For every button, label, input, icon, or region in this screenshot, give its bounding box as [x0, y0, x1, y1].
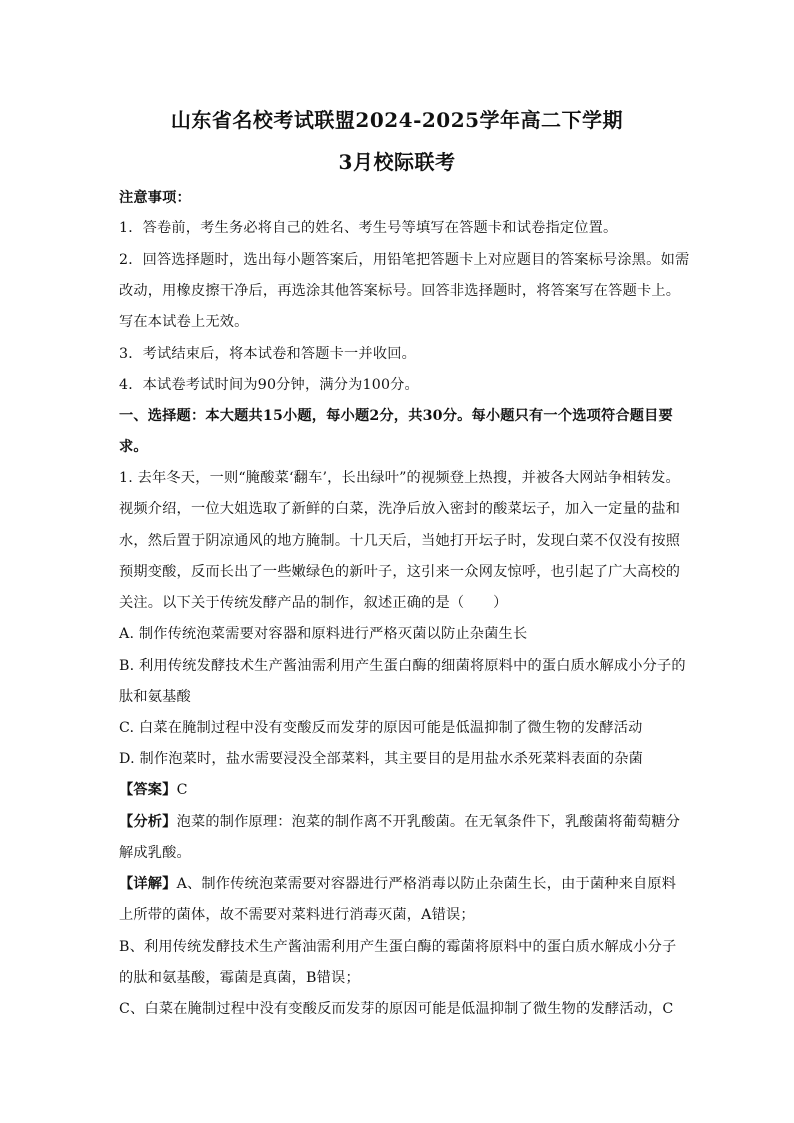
analysis-line-1 — [119, 811, 679, 831]
note-2-line-3: 写在本试卷上无效。 — [119, 314, 249, 330]
option-b-line-1: B. 利用传统发酵技术生产酱油需利用产生蛋白酶的细菌将原料中的蛋白质水解成小分子的 — [119, 658, 686, 674]
title-line-2: 3月校际联考 — [338, 150, 456, 174]
title-line-1: 山东省名校考试联盟2024-2025学年高二下学期 — [170, 108, 624, 132]
detail-line-2: 上所带的菌体，故不需要对菜料进行消毒灭菌，A错误； — [119, 907, 475, 923]
detail-line-1 — [119, 873, 679, 893]
question-1-line-2: 视频介绍，一位大姐选取了新鲜的白菜，洗净后放入密封的酸菜坛子，加入一定量的盐和 — [119, 501, 681, 517]
detail-tag: 【详解】 — [119, 876, 177, 892]
question-1-line-5: 关注。以下关于传统发酵产品的制作，叙述正确的是（ ） — [119, 595, 508, 611]
answer-row — [119, 779, 679, 799]
analysis-tag: 【分析】 — [119, 814, 177, 830]
question-1-line-4: 预期变酸，反而长出了一些嫩绿色的新叶子，这引来一众网友惊呼，也引起了广大高校的 — [119, 564, 681, 580]
question-1-line-3: 水，然后置于阴凉通风的地方腌制。十几天后，当她打开坛子时，发现白菜不仅没有按照 — [119, 533, 681, 549]
notes-heading: 注意事项： — [119, 190, 191, 206]
note-3: 3．考试结束后，将本试卷和答题卡一并收回。 — [119, 346, 416, 362]
question-1-line-1: 1. 去年冬天，一则“腌酸菜‘翻车’，长出绿叶”的视频登上热搜，并被各大网站争相转发。 — [119, 470, 680, 486]
option-d: D. 制作泡菜时，盐水需要浸没全部菜料，其主要目的是用盐水杀死菜料表面的杂菌 — [119, 751, 644, 767]
note-2-line-1: 2．回答选择题时，选出每小题答案后，用铅笔把答题卡上对应题目的答案标号涂黑。如需 — [119, 252, 690, 268]
answer-tag: 【答案】 — [119, 782, 177, 798]
section-heading-line-1: 一、选择题：本大题共15小题，每小题2分，共30分。每小题只有一个选项符合题目要 — [119, 408, 673, 424]
detail-text-1: A、制作传统泡菜需要对容器进行严格消毒以防止杂菌生长，由于菌种来自原料 — [176, 876, 677, 892]
detail-line-4: 的肽和氨基酸，霉菌是真菌，B错误； — [119, 970, 360, 986]
note-2-line-2: 改动，用橡皮擦干净后，再选涂其他答案标号。回答非选择题时，将答案写在答题卡上。 — [119, 283, 681, 299]
detail-line-3: B、利用传统发酵技术生产酱油需利用产生蛋白酶的霉菌将原料中的蛋白质水解成小分子 — [119, 939, 677, 955]
option-a: A. 制作传统泡菜需要对容器和原料进行严格灭菌以防止杂菌生长 — [119, 626, 528, 642]
analysis-line-2: 解成乳酸。 — [119, 845, 191, 861]
detail-line-5: C、白菜在腌制过程中没有变酸反而发芽的原因可能是低温抑制了微生物的发酵活动，C — [119, 1001, 674, 1017]
section-heading-line-2: 求。 — [119, 439, 148, 455]
analysis-text-1: 泡菜的制作原理：泡菜的制作离不开乳酸菌。在无氧条件下，乳酸菌将葡萄糖分 — [176, 814, 681, 830]
note-4: 4．本试卷考试时间为90分钟，满分为100分。 — [119, 377, 419, 393]
option-b-line-2: 肽和氨基酸 — [119, 689, 191, 705]
note-1: 1．答卷前，考生务必将自己的姓名、考生号等填写在答题卡和试卷指定位置。 — [119, 220, 618, 236]
answer-value: C — [176, 782, 188, 798]
option-c: C. 白菜在腌制过程中没有变酸反而发芽的原因可能是低温抑制了微生物的发酵活动 — [119, 720, 643, 736]
